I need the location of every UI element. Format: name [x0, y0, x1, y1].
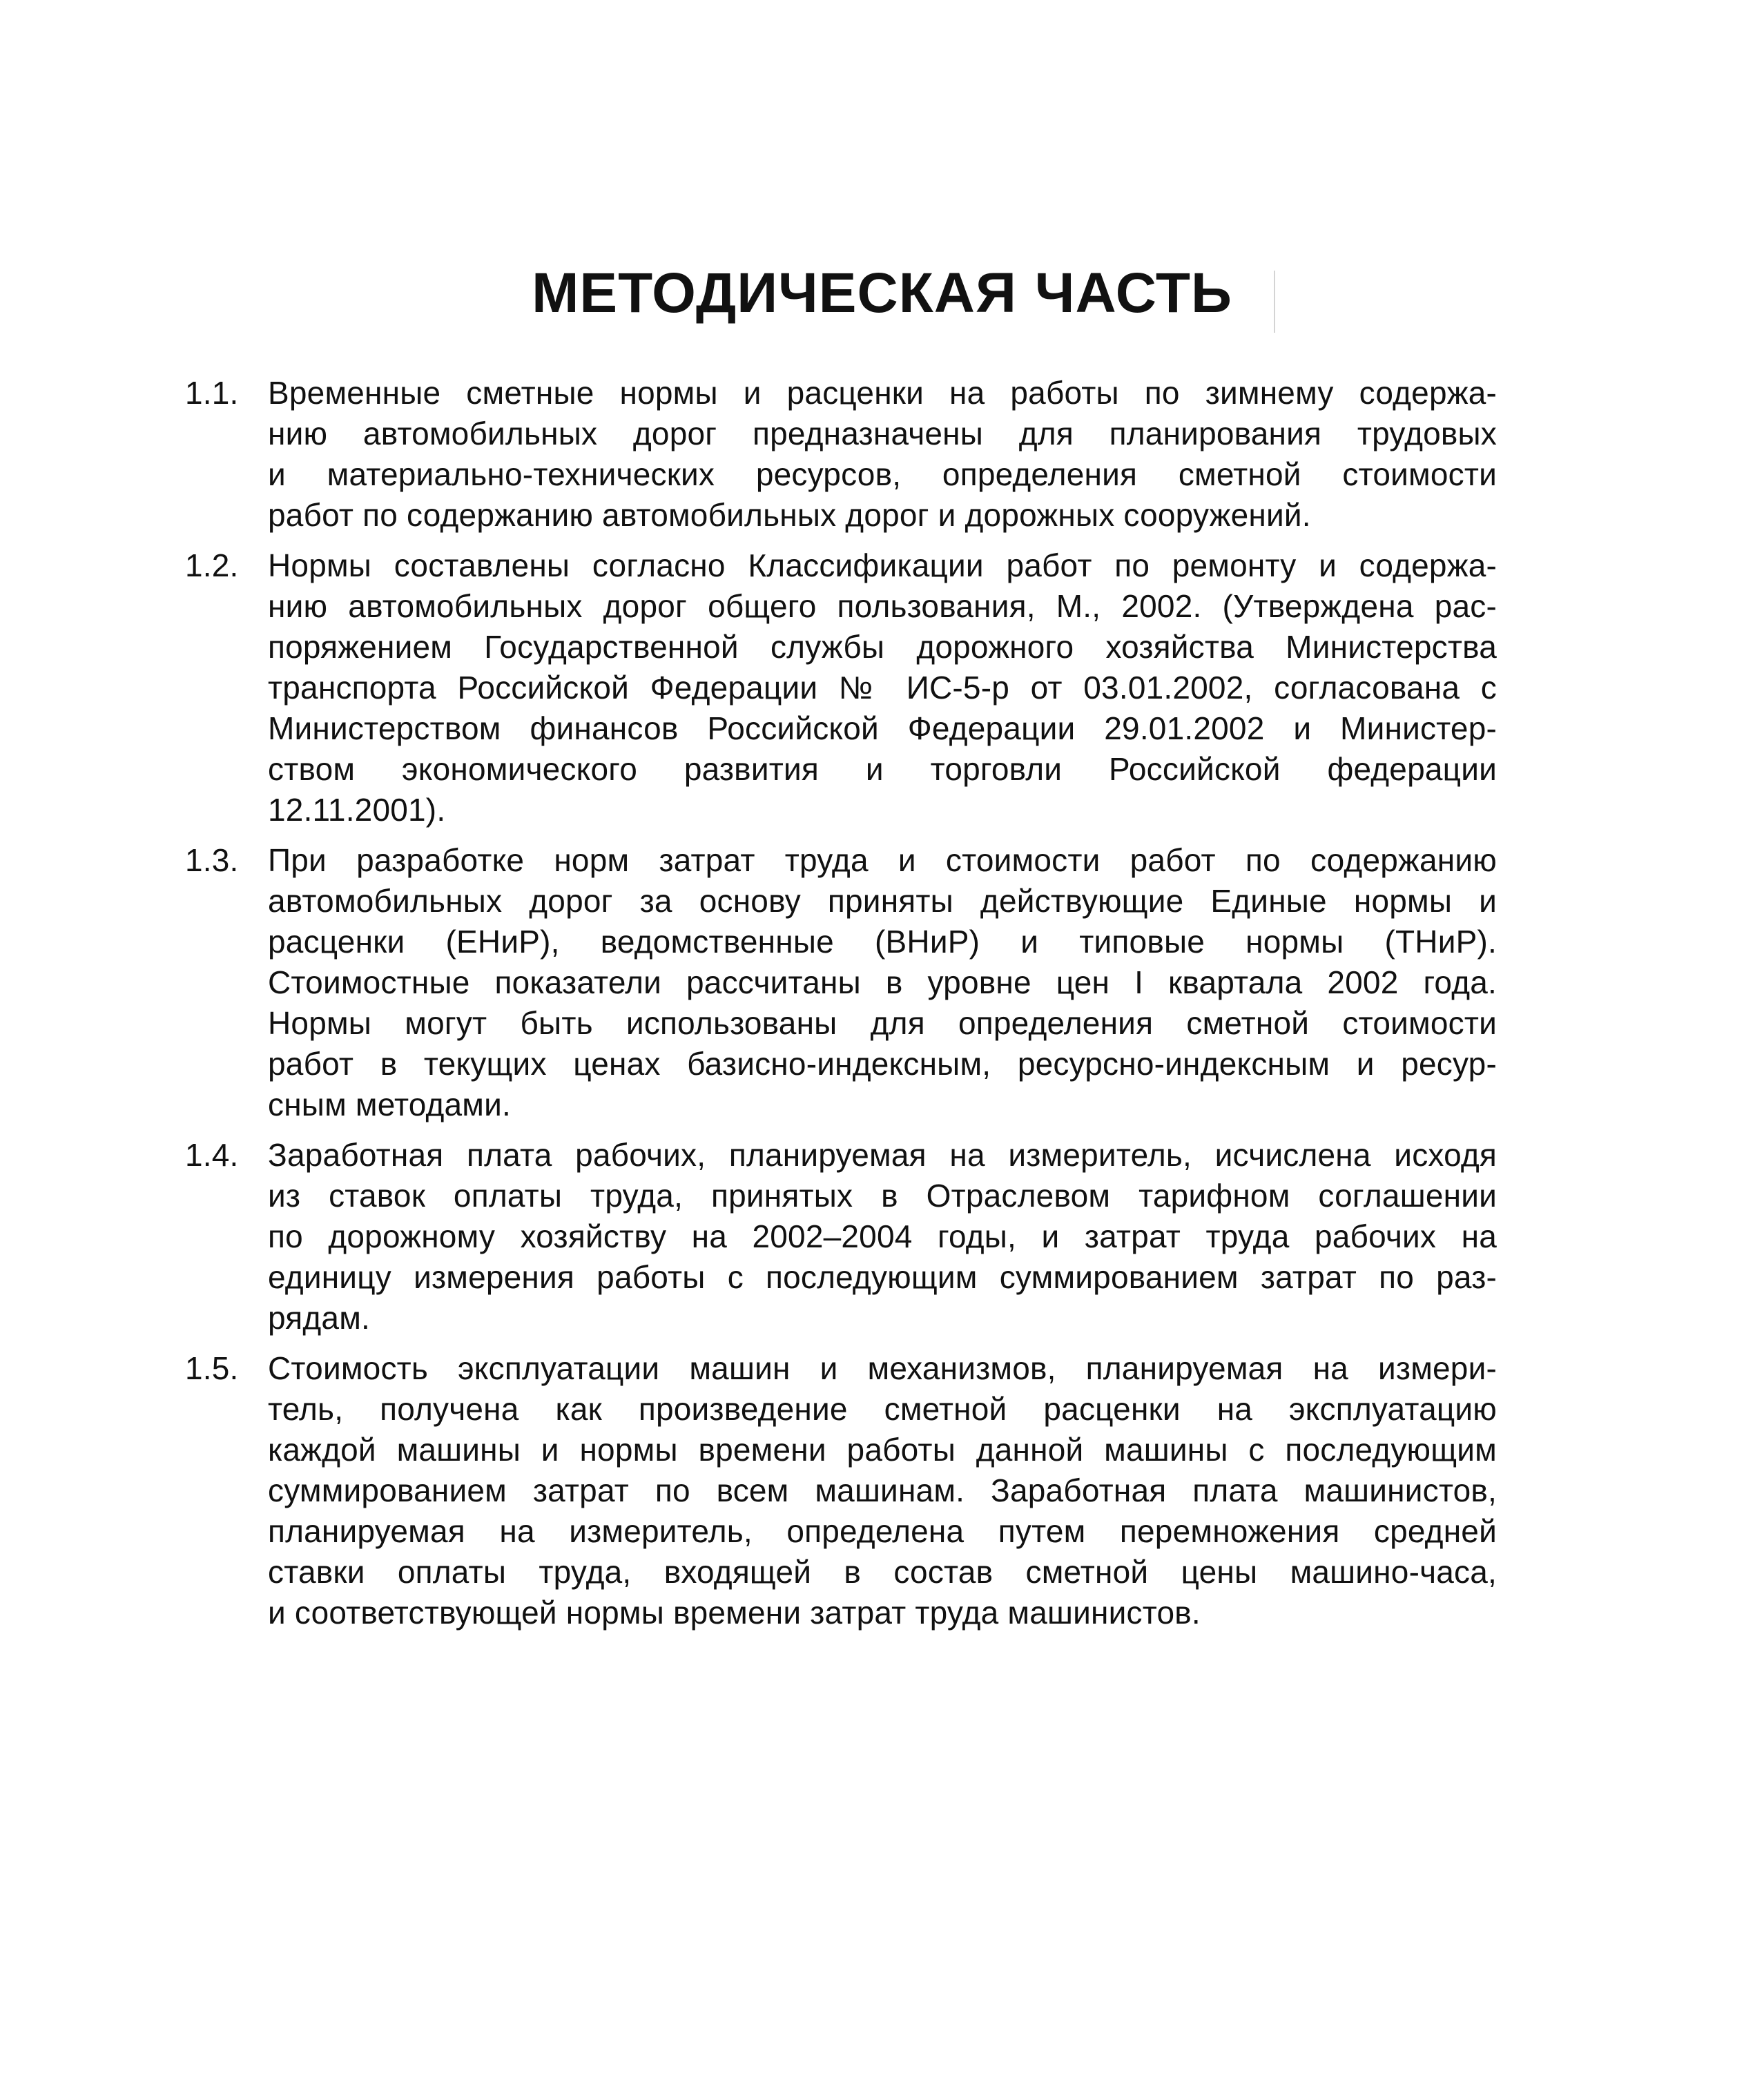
page-title — [0, 259, 1764, 328]
clause-line: работ в текущих ценах базисно-индексным, ресурсно-индексным и ресур- — [268, 1046, 1497, 1082]
clause-line: транспорта Российской Федерации № ИС-5-р от 03.01.2002, согласована с — [268, 670, 1497, 706]
clause-line: При разработке норм затрат труда и стоимости работ по содержанию — [268, 842, 1497, 878]
clause-line: Нормы могут быть использованы для определения сметной стоимости — [268, 1005, 1497, 1041]
clause-number: 1.1. — [185, 375, 239, 411]
clause-line: каждой машины и нормы времени работы данной машины с последующим — [268, 1432, 1497, 1468]
title-word-1: МЕТОДИЧЕСКАЯ — [532, 262, 1017, 324]
clause-line: автомобильных дорог за основу приняты действующие Единые нормы и — [268, 883, 1497, 919]
clause-line: сным методами. — [268, 1087, 512, 1122]
clause-number: 1.4. — [185, 1137, 239, 1173]
clause-line: нию автомобильных дорог общего пользования, М., 2002. (Утверждена рас- — [268, 588, 1497, 624]
clause-1-1 — [185, 373, 1497, 536]
clause-line: Заработная плата рабочих, планируемая на измеритель, исчислена исходя — [268, 1137, 1497, 1173]
clause-line: тель, получена как произведение сметной расценки на эксплуатацию — [268, 1391, 1497, 1427]
clause-line: планируемая на измеритель, определена путем перемножения средней — [268, 1513, 1497, 1549]
clause-1-5 — [185, 1348, 1497, 1633]
clause-number: 1.2. — [185, 547, 239, 583]
clause-line: Министерством финансов Российской Федерации 29.01.2002 и Министер- — [268, 710, 1497, 746]
clause-1-4 — [185, 1135, 1497, 1339]
clause-line: ставки оплаты труда, входящей в состав сметной цены машино-часа, — [268, 1554, 1497, 1590]
clause-number: 1.3. — [185, 842, 239, 878]
clause-line: по дорожному хозяйству на 2002–2004 годы, и затрат труда рабочих на — [268, 1218, 1497, 1254]
clause-line: Нормы составлены согласно Классификации работ по ремонту и содержа- — [268, 547, 1497, 583]
clause-line: из ставок оплаты труда, принятых в Отраслевом тарифном соглашении — [268, 1178, 1497, 1214]
clause-line: поряжением Государственной службы дорожного хозяйства Министерства — [268, 629, 1497, 665]
clause-line: ством экономического развития и торговли Российской федерации — [268, 751, 1497, 787]
clause-line: Временные сметные нормы и расценки на работы по зимнему содержа- — [268, 375, 1497, 411]
clause-line: работ по содержанию автомобильных дорог и дорожных сооружений. — [268, 497, 1311, 533]
clause-list — [185, 373, 1497, 1643]
title-word-2: ЧАСТЬ — [1034, 262, 1232, 324]
clause-line: и соответствующей нормы времени затрат труда машинистов. — [268, 1595, 1201, 1631]
clause-1-3 — [185, 840, 1497, 1125]
clause-number: 1.5. — [185, 1350, 239, 1386]
clause-line: нию автомобильных дорог предназначены для планирования трудовых — [268, 416, 1497, 451]
clause-line: Стоимость эксплуатации машин и механизмов, планируемая на измери- — [268, 1350, 1497, 1386]
clause-1-2 — [185, 545, 1497, 830]
clause-line: и материально-технических ресурсов, определения сметной стоимости — [268, 456, 1497, 492]
clause-line: расценки (ЕНиР), ведомственные (ВНиР) и типовые нормы (ТНиР). — [268, 924, 1497, 960]
clause-line: единицу измерения работы с последующим суммированием затрат по раз- — [268, 1259, 1497, 1295]
clause-line: суммированием затрат по всем машинам. Заработная плата машинистов, — [268, 1472, 1497, 1508]
clause-line: Стоимостные показатели рассчитаны в уровне цен I квартала 2002 года. — [268, 964, 1497, 1000]
clause-line: 12.11.2001). — [268, 792, 446, 828]
clause-line: рядам. — [268, 1300, 371, 1336]
